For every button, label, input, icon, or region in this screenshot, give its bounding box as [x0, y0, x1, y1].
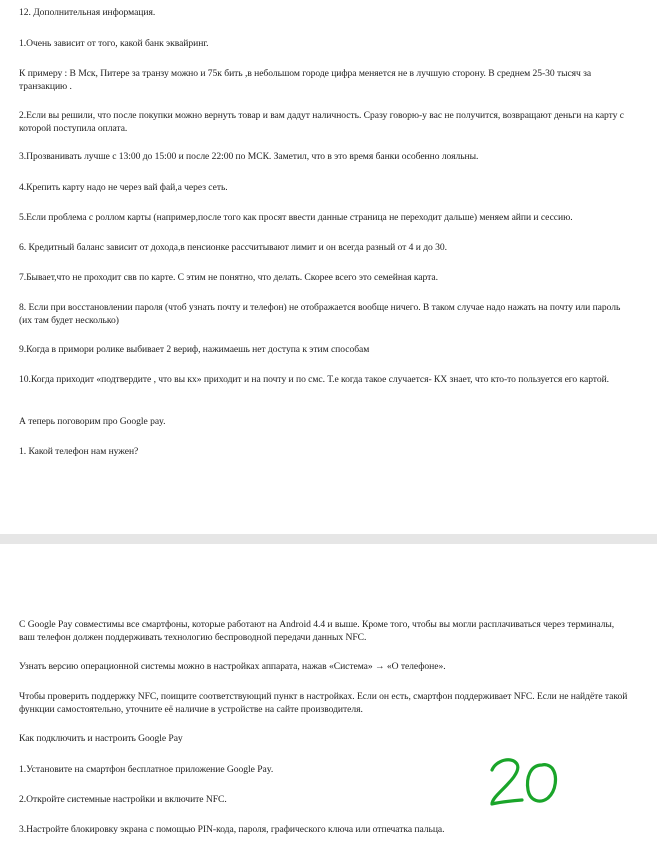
setup-step-3: 3.Настройте блокировку экрана с помощью PIN-кода, пароля, графического ключа или отпечатка пальца.	[19, 824, 445, 835]
digit-two-stroke	[492, 760, 522, 804]
paragraph-1: 1.Очень зависит от того, какой банк эквайринг.	[19, 38, 209, 49]
question-phone: 1. Какой телефон нам нужен?	[19, 446, 139, 457]
google-pay-intro: А теперь поговорим про Google pay.	[19, 416, 166, 427]
paragraph-10: 10.Когда приходит «подтвердите , что вы кх» приходит и на почту и по смс. Т.е когда такое случается- КХ знает, что кто-то пользуется его картой.	[19, 374, 610, 385]
paragraph-5: 5.Если проблема с роллом карты (например,после того как просят ввести данные страница не переходит дальше) меняем айпи и сессию.	[19, 212, 573, 223]
paragraph-4: 4.Крепить карту надо не через вай фай,а через сеть.	[19, 182, 228, 193]
setup-heading: Как подключить и настроить Google Pay	[19, 733, 183, 744]
paragraph-6: 6. Кредитный баланс зависит от дохода,в пенсионке рассчитывают лимит и он всегда разный от 4 и до 30.	[19, 242, 447, 253]
digit-zero-stroke	[528, 765, 556, 801]
paragraph-2: 2.Если вы решили, что после покупки можно вернуть товар и вам дадут наличность. Сразу говорю-у вас не получится, возвращают деньги на карту с которой поступила оплата.	[19, 110, 624, 134]
os-version-paragraph: Узнать версию операционной системы можно в настройках аппарата, нажав «Система» → «О телефоне».	[19, 661, 446, 672]
compatibility-paragraph: С Google Pay совместимы все смартфоны, которые работают на Android 4.4 и выше. Кроме того, чтобы вы могли расплачиваться через терминалы, ваш телефон должен поддерживать технологию беспроводной передачи данных NFC.	[19, 619, 615, 643]
paragraph-example: К примеру : В Мск, Питере за транзу можно и 75к бить ,в небольшом городе цифра меняется не в лучшую сторону. В среднем 25-30 тысяч за транзакцию .	[19, 68, 592, 92]
paragraph-8: 8. Если при восстановлении пароля (чтоб узнать почту и телефон) не отображается вообще ничего. В таком случае надо нажать на почту или пароль (их там будет несколько)	[19, 302, 621, 326]
page-separator	[0, 534, 657, 544]
setup-step-2: 2.Откройте системные настройки и включите NFC.	[19, 794, 227, 805]
section-heading: 12. Дополнительная информация.	[19, 7, 156, 18]
nfc-check-paragraph: Чтобы проверить поддержку NFC, поищите соответствующий пункт в настройках. Если он есть, смартфон поддерживает NFC. Если не найдёте такой функции самостоятельно, уточните её наличие в устройстве на сайте производителя.	[19, 691, 628, 715]
paragraph-9: 9.Когда в примори ролике выбивает 2 вериф, нажимаешь нет доступа к этим способам	[19, 344, 370, 355]
handwritten-number-20	[488, 756, 562, 808]
paragraph-7: 7.Бывает,что не проходит свв по карте. С этим не понятно, что делать. Скорее всего это семейная карта.	[19, 272, 438, 283]
paragraph-3: 3.Прозванивать лучше с 13:00 до 15:00 и после 22:00 по МСК. Заметил, что в это время банки особенно лояльны.	[19, 151, 479, 162]
setup-step-1: 1.Установите на смартфон бесплатное приложение Google Pay.	[19, 764, 274, 775]
